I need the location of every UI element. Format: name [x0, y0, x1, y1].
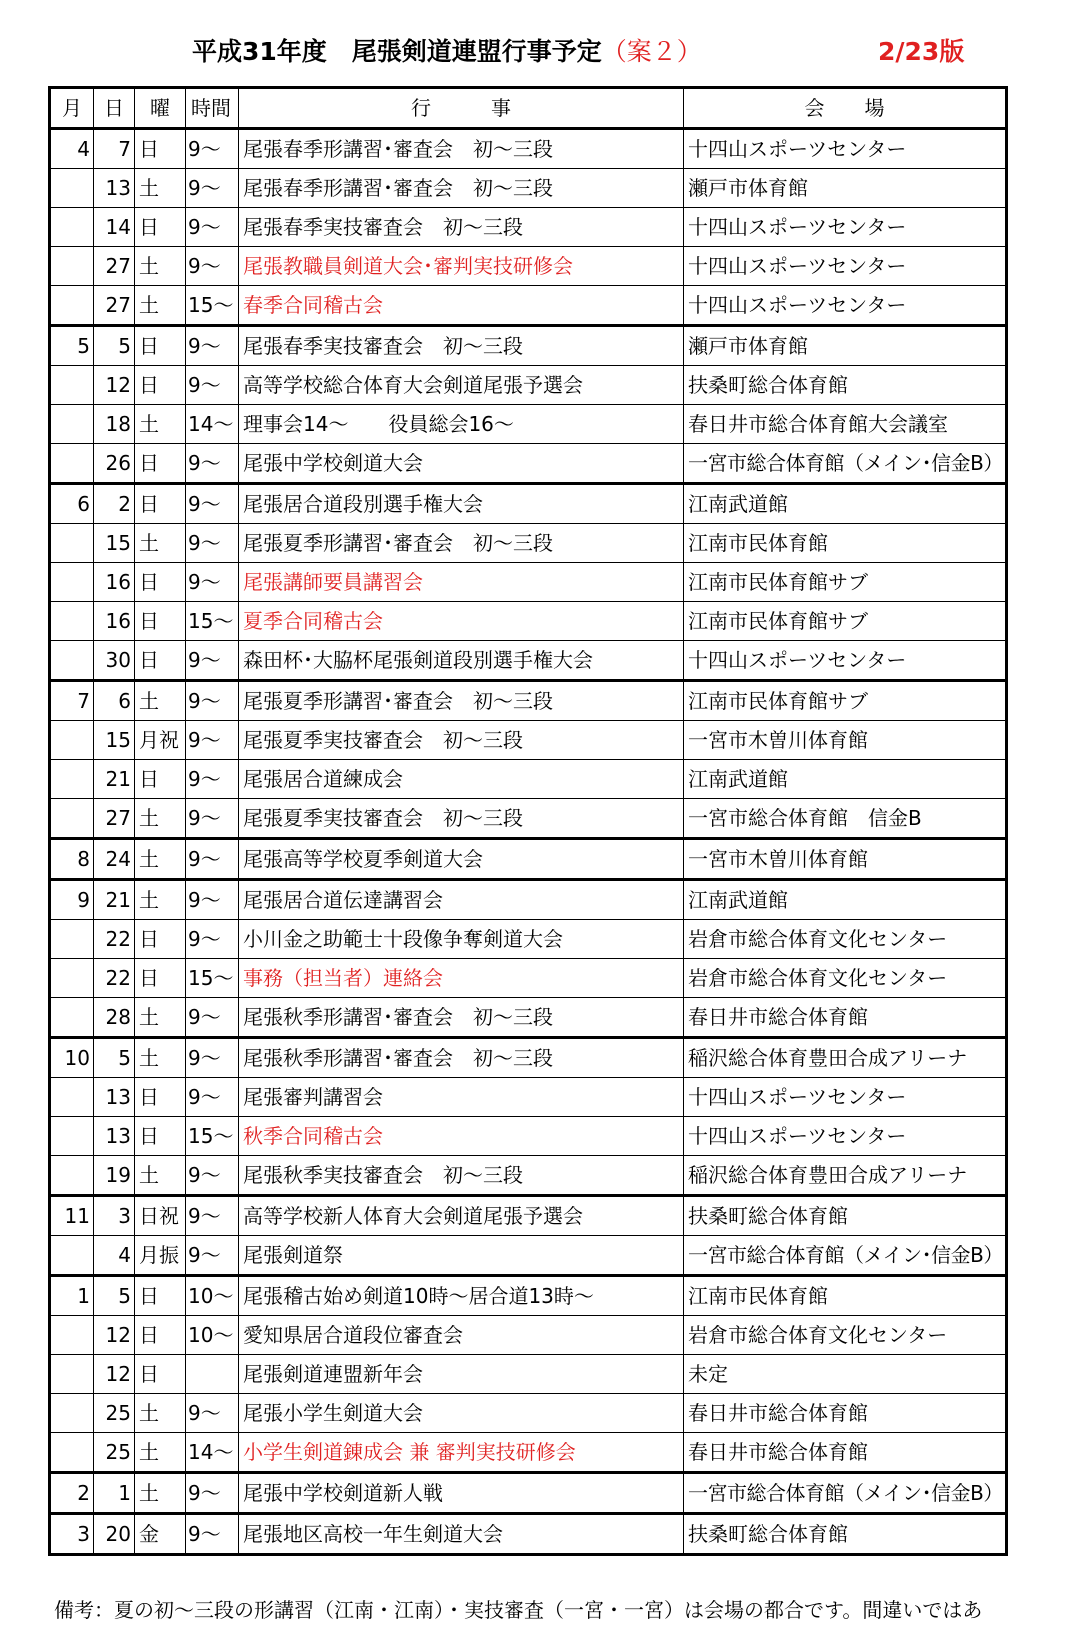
month-cell: 10 — [50, 1038, 94, 1078]
day-cell: 27 — [94, 286, 135, 326]
time-cell: 10～ — [186, 1276, 239, 1316]
venue-cell: 江南市民体育館サブ — [684, 681, 1007, 721]
dow-cell: 土 — [135, 1038, 186, 1078]
header-month: 月 — [50, 88, 94, 129]
day-cell: 25 — [94, 1394, 135, 1433]
event-cell: 尾張夏季実技審査会 初～三段 — [239, 721, 684, 760]
time-cell: 14～ — [186, 405, 239, 444]
event-cell: 尾張剣道祭 — [239, 1236, 684, 1276]
venue-cell: 一宮市総合体育館（メイン･信金B） — [684, 444, 1007, 484]
dow-cell: 土 — [135, 405, 186, 444]
venue-cell: 岩倉市総合体育文化センター — [684, 1316, 1007, 1355]
month-cell — [50, 286, 94, 326]
venue-cell: 稲沢総合体育豊田合成アリーナ — [684, 1038, 1007, 1078]
month-cell — [50, 602, 94, 641]
day-cell: 22 — [94, 959, 135, 998]
table-row — [50, 1156, 1007, 1196]
venue-cell: 江南市民体育館サブ — [684, 602, 1007, 641]
dow-cell: 日 — [135, 920, 186, 959]
event-cell: 夏季合同稽古会 — [239, 602, 684, 641]
day-cell: 21 — [94, 880, 135, 920]
time-cell: 9～ — [186, 1394, 239, 1433]
time-cell: 9～ — [186, 721, 239, 760]
day-cell: 5 — [94, 1276, 135, 1316]
venue-cell: 江南武道館 — [684, 760, 1007, 799]
event-cell: 尾張夏季形講習･審査会 初～三段 — [239, 524, 684, 563]
venue-cell: 扶桑町総合体育館 — [684, 1514, 1007, 1555]
venue-cell: 一宮市木曽川体育館 — [684, 839, 1007, 880]
day-cell: 16 — [94, 602, 135, 641]
venue-cell: 江南武道館 — [684, 484, 1007, 524]
venue-cell: 江南市民体育館サブ — [684, 563, 1007, 602]
venue-cell: 江南武道館 — [684, 880, 1007, 920]
dow-cell: 日 — [135, 1316, 186, 1355]
header-event: 行 事 — [239, 88, 684, 129]
day-cell: 12 — [94, 366, 135, 405]
dow-cell: 土 — [135, 1156, 186, 1196]
month-cell — [50, 524, 94, 563]
time-cell: 14～ — [186, 1433, 239, 1473]
month-cell: 7 — [50, 681, 94, 721]
venue-cell: 一宮市総合体育館（メイン･信金B） — [684, 1236, 1007, 1276]
table-row — [50, 760, 1007, 799]
month-cell — [50, 405, 94, 444]
time-cell: 9～ — [186, 760, 239, 799]
dow-cell: 日祝 — [135, 1196, 186, 1236]
table-row — [50, 444, 1007, 484]
time-cell: 15～ — [186, 286, 239, 326]
day-cell: 27 — [94, 247, 135, 286]
day-cell: 27 — [94, 799, 135, 839]
month-cell — [50, 799, 94, 839]
month-cell: 4 — [50, 129, 94, 169]
month-cell — [50, 1394, 94, 1433]
time-cell: 9～ — [186, 1196, 239, 1236]
month-cell — [50, 920, 94, 959]
dow-cell: 日 — [135, 760, 186, 799]
day-cell: 28 — [94, 998, 135, 1038]
dow-cell: 土 — [135, 998, 186, 1038]
month-cell: 2 — [50, 1473, 94, 1514]
venue-cell: 春日井市総合体育館大会議室 — [684, 405, 1007, 444]
time-cell: 15～ — [186, 959, 239, 998]
month-cell — [50, 1156, 94, 1196]
month-cell: 5 — [50, 326, 94, 366]
venue-cell: 十四山スポーツセンター — [684, 208, 1007, 247]
time-cell: 9～ — [186, 681, 239, 721]
event-cell: 尾張高等学校夏季剣道大会 — [239, 839, 684, 880]
event-cell: 愛知県居合道段位審査会 — [239, 1316, 684, 1355]
month-cell — [50, 760, 94, 799]
event-cell: 尾張中学校剣道大会 — [239, 444, 684, 484]
dow-cell: 日 — [135, 959, 186, 998]
venue-cell: 春日井市総合体育館 — [684, 1433, 1007, 1473]
time-cell: 9～ — [186, 799, 239, 839]
venue-cell: 瀬戸市体育館 — [684, 169, 1007, 208]
header-dow: 曜 — [135, 88, 186, 129]
dow-cell: 日 — [135, 366, 186, 405]
time-cell: 9～ — [186, 1078, 239, 1117]
event-cell: 尾張稽古始め剣道10時～居合道13時～ — [239, 1276, 684, 1316]
table-row — [50, 1514, 1007, 1555]
event-cell: 尾張地区高校一年生剣道大会 — [239, 1514, 684, 1555]
event-cell: 尾張春季形講習･審査会 初～三段 — [239, 169, 684, 208]
time-cell: 9～ — [186, 524, 239, 563]
venue-cell: 一宮市総合体育館（メイン･信金B） — [684, 1473, 1007, 1514]
event-cell: 高等学校総合体育大会剣道尾張予選会 — [239, 366, 684, 405]
event-cell: 尾張春季実技審査会 初～三段 — [239, 208, 684, 247]
month-cell — [50, 1117, 94, 1156]
dow-cell: 金 — [135, 1514, 186, 1555]
table-row — [50, 1433, 1007, 1473]
time-cell: 9～ — [186, 444, 239, 484]
event-cell: 小川金之助範士十段像争奪剣道大会 — [239, 920, 684, 959]
event-cell: 尾張秋季実技審査会 初～三段 — [239, 1156, 684, 1196]
event-cell: 尾張小学生剣道大会 — [239, 1394, 684, 1433]
day-cell: 26 — [94, 444, 135, 484]
day-cell: 12 — [94, 1316, 135, 1355]
event-cell: 尾張中学校剣道新人戦 — [239, 1473, 684, 1514]
venue-cell: 十四山スポーツセンター — [684, 247, 1007, 286]
table-row — [50, 169, 1007, 208]
time-cell: 9～ — [186, 920, 239, 959]
month-cell — [50, 169, 94, 208]
table-row — [50, 484, 1007, 524]
table-row — [50, 839, 1007, 880]
event-cell: 森田杯･大脇杯尾張剣道段別選手権大会 — [239, 641, 684, 681]
table-row — [50, 1316, 1007, 1355]
venue-cell: 未定 — [684, 1355, 1007, 1394]
dow-cell: 日 — [135, 444, 186, 484]
month-cell — [50, 366, 94, 405]
event-cell: 尾張夏季形講習･審査会 初～三段 — [239, 681, 684, 721]
day-cell: 25 — [94, 1433, 135, 1473]
month-cell — [50, 1078, 94, 1117]
time-cell: 9～ — [186, 1038, 239, 1078]
event-cell: 尾張居合道伝達講習会 — [239, 880, 684, 920]
day-cell: 16 — [94, 563, 135, 602]
table-row — [50, 366, 1007, 405]
venue-cell: 十四山スポーツセンター — [684, 641, 1007, 681]
header-day: 日 — [94, 88, 135, 129]
dow-cell: 土 — [135, 169, 186, 208]
month-cell: 3 — [50, 1514, 94, 1555]
dow-cell: 土 — [135, 799, 186, 839]
event-cell: 理事会14～ 役員総会16～ — [239, 405, 684, 444]
dow-cell: 日 — [135, 129, 186, 169]
table-row — [50, 1355, 1007, 1394]
venue-cell: 十四山スポーツセンター — [684, 1117, 1007, 1156]
schedule-table — [48, 86, 1008, 1556]
month-cell — [50, 208, 94, 247]
dow-cell: 日 — [135, 326, 186, 366]
venue-cell: 春日井市総合体育館 — [684, 998, 1007, 1038]
table-row — [50, 799, 1007, 839]
venue-cell: 一宮市木曽川体育館 — [684, 721, 1007, 760]
table-row — [50, 641, 1007, 681]
month-cell: 8 — [50, 839, 94, 880]
dow-cell: 土 — [135, 247, 186, 286]
day-cell: 30 — [94, 641, 135, 681]
time-cell: 9～ — [186, 1473, 239, 1514]
title-draft-label: （案２） — [601, 37, 702, 66]
event-cell: 秋季合同稽古会 — [239, 1117, 684, 1156]
dow-cell: 日 — [135, 1355, 186, 1394]
table-row — [50, 1276, 1007, 1316]
dow-cell: 月振 — [135, 1236, 186, 1276]
table-row — [50, 405, 1007, 444]
time-cell: 9～ — [186, 326, 239, 366]
month-cell — [50, 998, 94, 1038]
version-label: 2/23版 — [878, 37, 965, 66]
time-cell: 9～ — [186, 208, 239, 247]
time-cell: 9～ — [186, 839, 239, 880]
table-row — [50, 959, 1007, 998]
day-cell: 14 — [94, 208, 135, 247]
event-cell: 事務（担当者）連絡会 — [239, 959, 684, 998]
dow-cell: 土 — [135, 1473, 186, 1514]
dow-cell: 土 — [135, 1394, 186, 1433]
day-cell: 13 — [94, 1078, 135, 1117]
day-cell: 22 — [94, 920, 135, 959]
dow-cell: 日 — [135, 1117, 186, 1156]
day-cell: 13 — [94, 169, 135, 208]
time-cell: 9～ — [186, 484, 239, 524]
month-cell — [50, 1355, 94, 1394]
footnote: 備考：夏の初～三段の形講習（江南・江南）・実技審査（一宮・一宮）は会場の都合です。間違いではあ — [54, 1598, 983, 1622]
month-cell — [50, 563, 94, 602]
time-cell: 9～ — [186, 563, 239, 602]
event-cell: 尾張剣道連盟新年会 — [239, 1355, 684, 1394]
table-row — [50, 602, 1007, 641]
dow-cell: 土 — [135, 524, 186, 563]
time-cell: 9～ — [186, 247, 239, 286]
table-row — [50, 1236, 1007, 1276]
month-cell — [50, 1236, 94, 1276]
dow-cell: 日 — [135, 484, 186, 524]
event-cell: 尾張春季形講習･審査会 初～三段 — [239, 129, 684, 169]
table-row — [50, 920, 1007, 959]
event-cell: 尾張春季実技審査会 初～三段 — [239, 326, 684, 366]
table-row — [50, 1394, 1007, 1433]
table-row — [50, 563, 1007, 602]
table-row — [50, 1473, 1007, 1514]
day-cell: 5 — [94, 1038, 135, 1078]
venue-cell: 十四山スポーツセンター — [684, 1078, 1007, 1117]
dow-cell: 土 — [135, 1433, 186, 1473]
table-row — [50, 721, 1007, 760]
venue-cell: 岩倉市総合体育文化センター — [684, 959, 1007, 998]
day-cell: 6 — [94, 681, 135, 721]
day-cell: 1 — [94, 1473, 135, 1514]
table-row — [50, 286, 1007, 326]
table-row — [50, 1117, 1007, 1156]
day-cell: 21 — [94, 760, 135, 799]
schedule-body — [50, 129, 1007, 1555]
table-row — [50, 129, 1007, 169]
event-cell: 尾張居合道練成会 — [239, 760, 684, 799]
table-row — [50, 998, 1007, 1038]
table-row — [50, 1038, 1007, 1078]
day-cell: 2 — [94, 484, 135, 524]
month-cell — [50, 641, 94, 681]
time-cell: 9～ — [186, 129, 239, 169]
header-time: 時間 — [186, 88, 239, 129]
day-cell: 19 — [94, 1156, 135, 1196]
venue-cell: 十四山スポーツセンター — [684, 129, 1007, 169]
dow-cell: 日 — [135, 641, 186, 681]
day-cell: 15 — [94, 721, 135, 760]
venue-cell: 扶桑町総合体育館 — [684, 366, 1007, 405]
dow-cell: 日 — [135, 208, 186, 247]
venue-cell: 稲沢総合体育豊田合成アリーナ — [684, 1156, 1007, 1196]
table-row — [50, 1078, 1007, 1117]
event-cell: 高等学校新人体育大会剣道尾張予選会 — [239, 1196, 684, 1236]
venue-cell: 十四山スポーツセンター — [684, 286, 1007, 326]
event-cell: 尾張講師要員講習会 — [239, 563, 684, 602]
time-cell: 10～ — [186, 1316, 239, 1355]
page-title — [192, 32, 702, 68]
header-venue: 会 場 — [684, 88, 1007, 129]
event-cell: 尾張秋季形講習･審査会 初～三段 — [239, 1038, 684, 1078]
event-cell: 尾張教職員剣道大会･審判実技研修会 — [239, 247, 684, 286]
day-cell: 5 — [94, 326, 135, 366]
month-cell — [50, 247, 94, 286]
time-cell: 15～ — [186, 602, 239, 641]
day-cell: 12 — [94, 1355, 135, 1394]
venue-cell: 江南市民体育館 — [684, 1276, 1007, 1316]
venue-cell: 江南市民体育館 — [684, 524, 1007, 563]
month-cell — [50, 721, 94, 760]
month-cell: 1 — [50, 1276, 94, 1316]
title-line — [0, 32, 1074, 72]
month-cell: 11 — [50, 1196, 94, 1236]
venue-cell: 瀬戸市体育館 — [684, 326, 1007, 366]
time-cell: 9～ — [186, 169, 239, 208]
month-cell — [50, 1433, 94, 1473]
time-cell — [186, 1355, 239, 1394]
event-cell: 小学生剣道錬成会 兼 審判実技研修会 — [239, 1433, 684, 1473]
event-cell: 尾張審判講習会 — [239, 1078, 684, 1117]
time-cell: 9～ — [186, 641, 239, 681]
time-cell: 15～ — [186, 1117, 239, 1156]
day-cell: 24 — [94, 839, 135, 880]
event-cell: 尾張夏季実技審査会 初～三段 — [239, 799, 684, 839]
day-cell: 20 — [94, 1514, 135, 1555]
day-cell: 15 — [94, 524, 135, 563]
day-cell: 7 — [94, 129, 135, 169]
table-row — [50, 524, 1007, 563]
title-text: 平成31年度 尾張剣道連盟行事予定 — [192, 37, 602, 66]
month-cell — [50, 959, 94, 998]
month-cell: 6 — [50, 484, 94, 524]
dow-cell: 土 — [135, 681, 186, 721]
table-row — [50, 208, 1007, 247]
time-cell: 9～ — [186, 366, 239, 405]
dow-cell: 土 — [135, 839, 186, 880]
time-cell: 9～ — [186, 998, 239, 1038]
month-cell — [50, 444, 94, 484]
venue-cell: 岩倉市総合体育文化センター — [684, 920, 1007, 959]
time-cell: 9～ — [186, 1236, 239, 1276]
venue-cell: 一宮市総合体育館 信金B — [684, 799, 1007, 839]
month-cell — [50, 1316, 94, 1355]
time-cell: 9～ — [186, 1156, 239, 1196]
event-cell: 尾張秋季形講習･審査会 初～三段 — [239, 998, 684, 1038]
table-row — [50, 681, 1007, 721]
day-cell: 18 — [94, 405, 135, 444]
time-cell: 9～ — [186, 1514, 239, 1555]
dow-cell: 月祝 — [135, 721, 186, 760]
table-row — [50, 880, 1007, 920]
dow-cell: 土 — [135, 880, 186, 920]
time-cell: 9～ — [186, 880, 239, 920]
venue-cell: 春日井市総合体育館 — [684, 1394, 1007, 1433]
table-row — [50, 326, 1007, 366]
dow-cell: 日 — [135, 602, 186, 641]
dow-cell: 土 — [135, 286, 186, 326]
venue-cell: 扶桑町総合体育館 — [684, 1196, 1007, 1236]
day-cell: 13 — [94, 1117, 135, 1156]
event-cell: 尾張居合道段別選手権大会 — [239, 484, 684, 524]
day-cell: 3 — [94, 1196, 135, 1236]
dow-cell: 日 — [135, 563, 186, 602]
dow-cell: 日 — [135, 1276, 186, 1316]
month-cell: 9 — [50, 880, 94, 920]
table-row — [50, 247, 1007, 286]
event-cell: 春季合同稽古会 — [239, 286, 684, 326]
table-row — [50, 1196, 1007, 1236]
dow-cell: 日 — [135, 1078, 186, 1117]
day-cell: 4 — [94, 1236, 135, 1276]
header-row — [50, 88, 1007, 129]
